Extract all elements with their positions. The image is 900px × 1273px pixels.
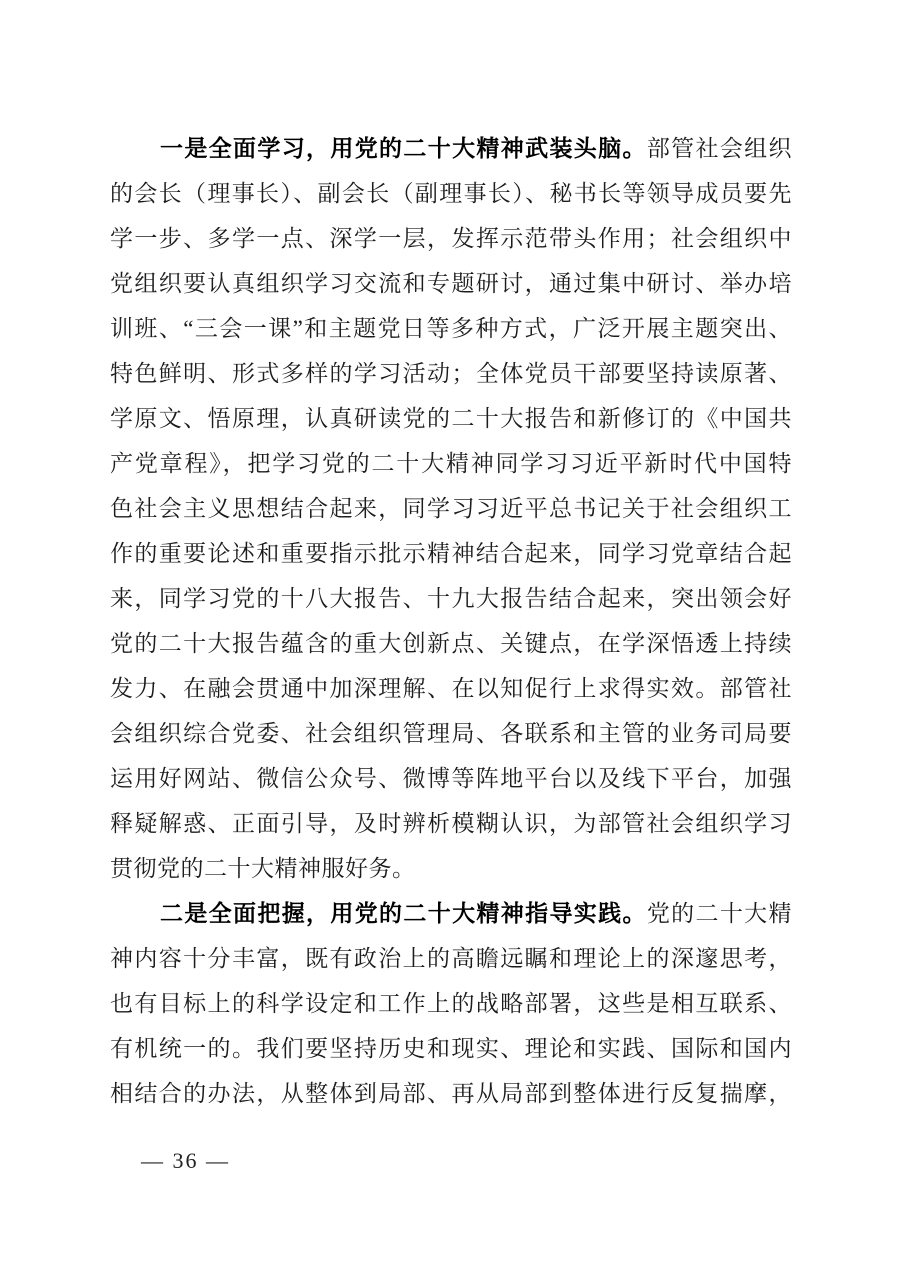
text-line: 特色鲜明、形式多样的学习活动；全体党员干部要坚持读原著、 (110, 361, 792, 386)
paragraph-lead-rest: 部管社会组织 (646, 136, 793, 161)
text-line: 释疑解惑、正面引导，及时辨析模糊认识，为部管社会组织学习 (110, 811, 792, 836)
text-line: 作的重要论述和重要指示批示精神结合起来，同学习党章结合起 (110, 541, 792, 566)
text-line: 也有目标上的科学设定和工作上的战略部署，这些是相互联系、 (110, 991, 792, 1016)
text-line: 学一步、多学一点、深学一层，发挥示范带头作用；社会组织中 (110, 226, 792, 251)
text-line: 相结合的办法，从整体到局部、再从局部到整体进行反复揣摩， (110, 1081, 792, 1106)
text-line: 党组织要认真组织学习交流和专题研讨，通过集中研讨、举办培 (110, 271, 792, 296)
text-line (110, 126, 792, 171)
document-body (110, 126, 792, 1116)
text-line: 学原文、悟原理，认真研读党的二十大报告和新修订的《中国共 (110, 406, 792, 431)
text-line: 发力、在融会贯通中加深理解、在以知促行上求得实效。部管社 (110, 676, 792, 701)
text-line: 产党章程》，把学习党的二十大精神同学习习近平新时代中国特 (110, 451, 792, 476)
text-line: 来，同学习党的十八大报告、十九大报告结合起来，突出领会好 (110, 586, 792, 611)
text-line (110, 891, 792, 936)
paragraph-lead-rest: 党的二十大精 (646, 901, 793, 926)
text-line: 神内容十分丰富，既有政治上的高瞻远瞩和理论上的深邃思考， (110, 946, 792, 971)
text-line: 党的二十大报告蕴含的重大创新点、关键点，在学深悟透上持续 (110, 631, 792, 656)
paragraph-1 (110, 126, 792, 891)
text-line: 的会长（理事长）、副会长（副理事长）、秘书长等领导成员要先 (110, 181, 792, 206)
text-line: 贯彻党的二十大精神服好务。 (110, 856, 416, 881)
text-line: 有机统一的。我们要坚持历史和现实、理论和实践、国际和国内 (110, 1036, 792, 1061)
text-line: 训班、“三会一课”和主题党日等多种方式，广泛开展主题突出、 (110, 316, 792, 341)
paragraph-lead: 一是全面学习，用党的二十大精神武装头脑。 (160, 136, 647, 161)
text-line: 会组织综合党委、社会组织管理局、各联系和主管的业务司局要 (110, 721, 792, 746)
paragraph-lead: 二是全面把握，用党的二十大精神指导实践。 (160, 901, 647, 926)
text-line: 色社会主义思想结合起来，同学习习近平总书记关于社会组织工 (110, 496, 792, 521)
text-line: 运用好网站、微信公众号、微博等阵地平台以及线下平台，加强 (110, 766, 792, 791)
page-number: — 36 — (141, 1148, 230, 1173)
paragraph-2 (110, 891, 792, 1116)
